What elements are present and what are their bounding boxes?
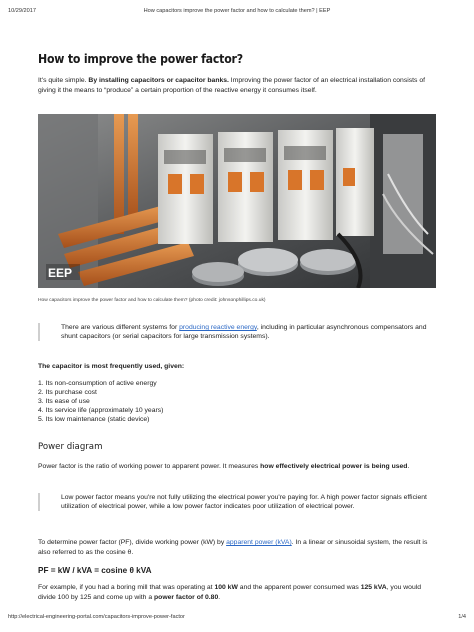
capacitor-section [38,362,436,424]
link-apparent-power[interactable]: apparent power (kVA) [226,539,292,546]
formula [38,566,436,576]
determine-text [38,538,436,557]
section-improve [38,52,436,95]
formula-text: PF = kW / kVA = cosine θ kVA [38,566,152,575]
determine-text-a: To determine power factor (PF), divide working power (kW) by [38,539,227,546]
example-text [38,583,436,602]
eep-logo [46,264,80,280]
example-paragraph [38,583,436,602]
definition-text-b: . [407,463,410,470]
capacitor-bank-photo [38,114,436,288]
capacitor-lead-bold: The capacitor is most frequently used, given: [38,363,185,370]
example-kw: 100 kW [214,584,238,591]
capacitor-lead [38,362,436,372]
example-text-d: . [218,593,221,601]
eep-logo-text: EEP [48,266,73,280]
intro-bold: By installing capacitors or capacitor banks. [88,77,229,84]
example-text-b: and the apparent power consumed was [237,584,361,591]
footer-url[interactable]: http://electrical-engineering-portal.com/capacitors-improve-power-factor [8,614,185,620]
example-kva: 125 kVA [360,584,387,591]
list-item: 2. Its purchase cost [38,388,97,396]
capacitor-advantages-list [38,379,436,424]
heading-improve: How to improve the power factor? [38,52,243,66]
print-title: How capacitors improve the power factor and how to calculate them? | EEP [143,8,331,14]
determine-paragraph [38,538,436,557]
intro-paragraph [38,76,436,95]
definition-text-a: Power factor is the ratio of working power to apparent power. It measures [38,463,261,470]
intro-text-b: Improving the power factor of an electrical installation consists of giving it the means to “produce” a certain proportion of the reactive energy it consumes itself. [38,77,425,94]
list-item: 3. Its ease of use [38,397,90,405]
page-number: 1/4 [458,614,466,620]
list-item: 1. Its non-consumption of active energy [38,379,157,387]
determine-text-b: . In a linear or sinusoidal system, the result is also referred to as the cosine θ. [38,539,428,556]
link-producing-reactive-energy[interactable]: producing reactive energy [179,324,257,331]
photo-illustration [38,114,436,288]
print-date: 10/29/2017 [8,8,36,14]
quote-low-pf-text: Low power factor means you're not fully utilizing the electrical power you're paying for. A high power factor signals efficient utilization of electrical power, while a low power factor indicates poor utilization of electrical power. [61,494,427,511]
list-item: 4. Its service life (approximately 10 years) [38,406,164,414]
heading-power-diagram: Power diagram [38,442,103,452]
example-pf: power factor of 0.80 [154,593,219,601]
quote1-text-b: , including in particular asynchronous compensators and shunt capacitors (or serial capacitors for large transmission systems). [61,324,427,341]
page-header [8,8,466,18]
example-text-a: For example, if you had a boring mill that was operating at [38,584,215,591]
power-factor-definition [38,462,436,472]
quote1-text-a: There are various different systems for [61,324,180,331]
definition-paragraph [38,462,436,472]
quote-reactive-text [61,323,436,341]
example-text-c: , you would divide 100 by 125 and come up with a [38,584,422,601]
quote-low-power-factor [38,493,436,511]
definition-bold: how effectively electrical power is being used [260,463,408,470]
photo-caption: How capacitors improve the power factor and how to calculate them? (photo credit: johnsonphillips.co.uk) [38,298,266,303]
page-footer [8,614,466,624]
quote-reactive-energy [38,323,436,341]
section-power-diagram [38,442,436,452]
list-item: 5. Its low maintenance (static device) [38,415,150,423]
intro-text-a: It's quite simple. [38,77,89,84]
